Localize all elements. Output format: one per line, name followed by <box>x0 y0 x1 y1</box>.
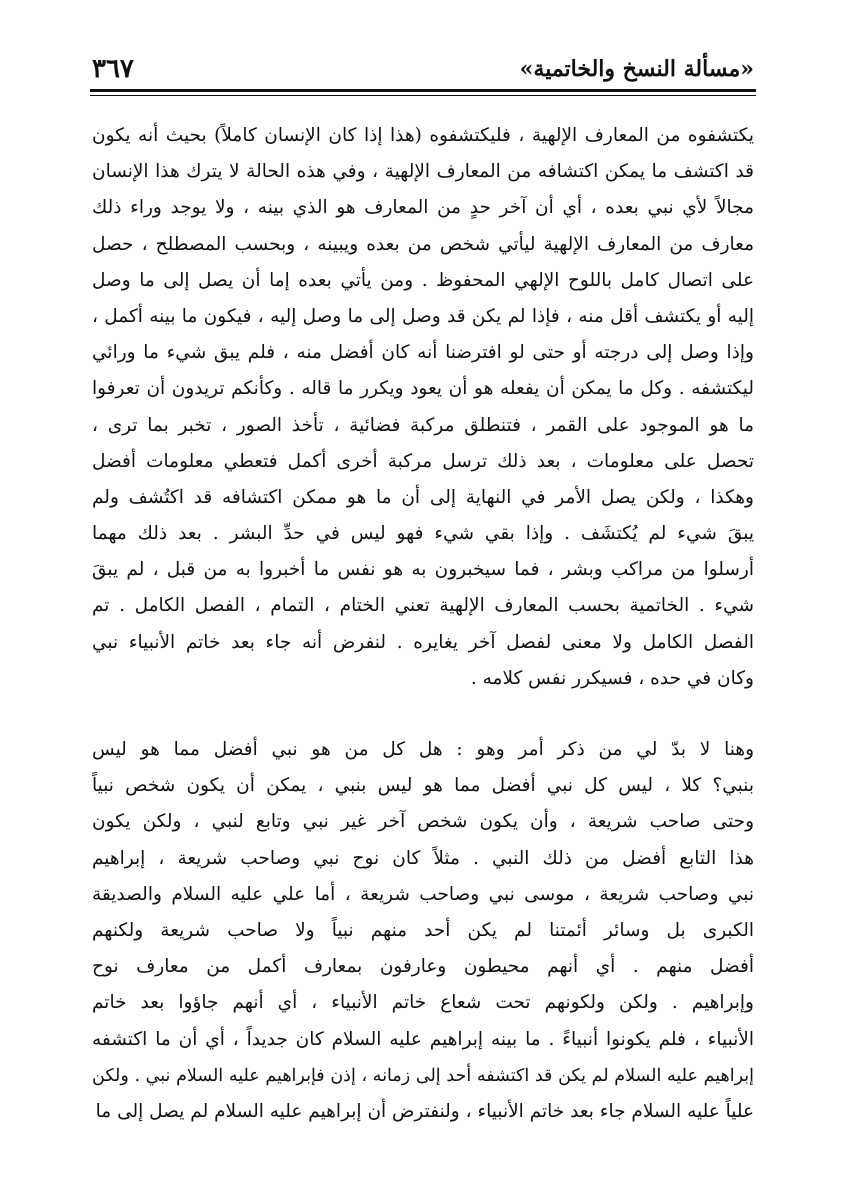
body-text <box>92 118 754 1130</box>
text-line: أفضل منهم . أي أنهم محيطون وعارفون بمعارف أكمل من معارف نوح <box>92 956 754 978</box>
text-line: يكتشفوه من المعارف الإلهية ، فليكتشفوه (هذا إذا كان الإنسان كاملاً) بحيث أنه يكون <box>92 125 754 146</box>
paragraph <box>92 732 754 1130</box>
text-line: وإبراهيم . ولكن ولكونهم تحت شعاع خاتم الأنبياء ، أي أنهم جاؤوا بعد خاتم <box>92 992 754 1014</box>
chapter-title: «مسألة النسخ والخاتمية» <box>519 56 754 82</box>
text-line: إبراهيم عليه السلام لم يكن قد اكتشفه أحد إلى زمانه ، إذن فإبراهيم عليه السلام نبي . ولكن <box>92 1065 754 1086</box>
text-line: نبي وصاحب شريعة ، موسى نبي وصاحب شريعة ، أما علي عليه السلام والصديقة <box>92 883 754 905</box>
text-line: على اتصال كامل باللوح الإلهي المحفوظ . ومن يأتي بعده إما أن يصل إلى ما وصل <box>92 269 754 291</box>
text-line: ليكتشفه . وكل ما يمكن أن يفعله هو أن يعود ويكرر ما قاله . وكأنكم تريدون أن تعرفوا <box>92 378 754 400</box>
text-line: هذا التابع أفضل من ذلك النبي . مثلاً كان نوح نبي وصاحب شريعة ، إبراهيم <box>92 847 754 869</box>
text-line: مجالاً لأي نبي بعده ، أي أن آخر حدٍ من المعارف هو الذي بينه ، ولا يوجد وراء ذلك <box>92 197 754 219</box>
header-rule-thick <box>90 89 756 92</box>
paragraph <box>92 118 754 697</box>
text-line: معارف من المعارف الإلهية ليأتي شخص من بعده ويبينه ، وبحسب المصطلح ، حصل <box>92 233 754 255</box>
text-line: يبقَ شيء لم يُكتشَف . وإذا بقي شيء فهو ليس في حدِّ البشر . بعد ذلك مهما <box>92 523 754 545</box>
text-line: تحصل على معلومات ، بعد ذلك ترسل مركبة أخرى أكمل فتعطي معلومات أفضل <box>92 450 754 472</box>
text-line: أرسلوا من مراكب وبشر ، فما سيخبرون به هو نفس ما أخبروا به من قبل ، لم يبقَ <box>92 559 754 581</box>
text-line: قد اكتشف ما يمكن اكتشافه من المعارف الإلهية ، وفي هذه الحالة لا يترك هذا الإنسان <box>92 161 754 183</box>
text-line: وإذا وصل إلى درجته أو حتى لو افترضنا أنه كان أفضل منه ، فلم يبق شيء ما ورائي <box>92 342 754 364</box>
header-rule-thin <box>90 95 756 96</box>
text-line: إليه أو يكتشف أقل منه ، فإذا لم يكن قد وصل إلى ما وصل إليه ، فيكون ما بينه أكمل ، <box>92 305 754 327</box>
paragraph-gap <box>92 697 754 732</box>
text-line: الكبرى بل وسائر أئمتنا لم يكن أحد منهم نبياً ولا صاحب شريعة ولكنهم <box>92 919 754 941</box>
text-line: وكان في حده ، فسيكرر نفس كلامه . <box>470 667 754 689</box>
text-line: وحتى صاحب شريعة ، وأن يكون شخص آخر غير نبي وتابع لنبي ، ولكن يكون <box>92 811 754 833</box>
running-header <box>92 52 754 86</box>
text-line: وهكذا ، ولكن يصل الأمر في النهاية إلى أن ما هو ممكن اكتشافه قد اكتُشف ولم <box>92 486 754 508</box>
text-line: الأنبياء ، فلم يكونوا أنبياءً . ما بينه إبراهيم عليه السلام كان جديداً ، أي أن ما اكتشفه <box>92 1028 754 1050</box>
text-line: علياً عليه السلام جاء بعد خاتم الأنبياء ، ولنفترض أن إبراهيم عليه السلام لم يصل إلى ما <box>95 1100 754 1122</box>
text-line: شيء . الخاتمية بحسب المعارف الإلهية تعني الختام ، التمام ، الفصل الكامل . تم <box>92 595 754 617</box>
page-number: ٣٦٧ <box>92 54 134 84</box>
text-line: الفصل الكامل ولا معنى لفصل آخر يغايره . لنفرض أنه جاء بعد خاتم الأنبياء نبي <box>92 631 754 653</box>
text-line: ما هو الموجود على القمر ، فتنطلق مركبة فضائية ، تأخذ الصور ، تخبر بما ترى ، <box>92 414 754 436</box>
text-line: وهنا لا بدّ لي من ذكر أمر وهو : هل كل من هو نبي أفضل مما هو ليس <box>92 739 754 760</box>
text-line: بنبي؟ كلا ، ليس كل نبي أفضل مما هو ليس بنبي ، يمكن أن يكون شخص نبياً <box>92 775 754 797</box>
